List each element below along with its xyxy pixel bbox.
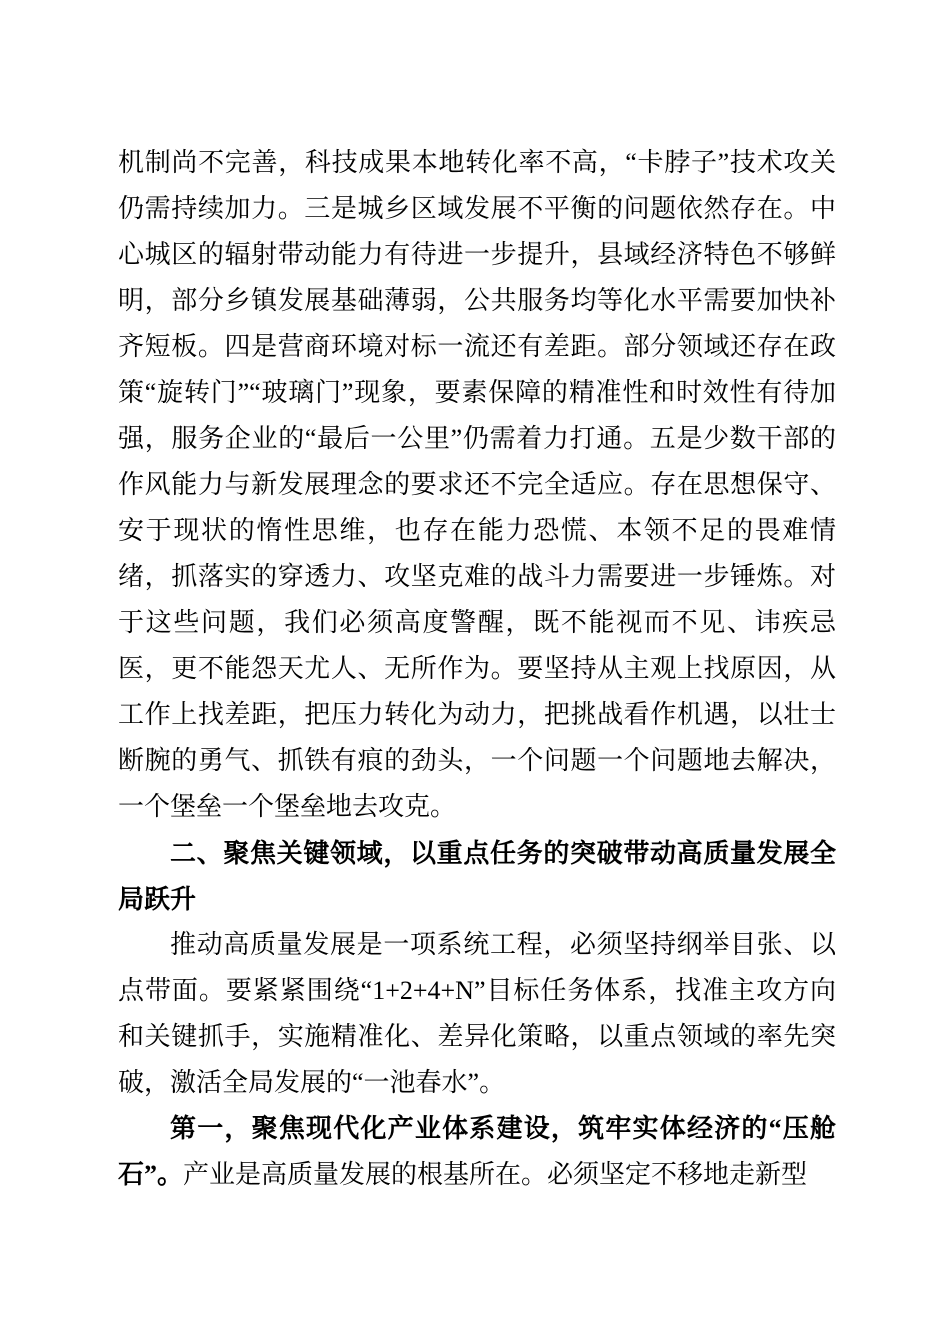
- body-paragraph-point-one: [118, 1106, 836, 1198]
- paragraph-bold-lead: 第一，聚焦现代化产业体系建设，筑牢实体经济的“压舱石”。: [118, 1114, 836, 1189]
- section-heading: 二、聚焦关键领域，以重点任务的突破带动高质量发展全局跃升: [118, 838, 836, 914]
- body-paragraph-continuation: 机制尚不完善，科技成果本地转化率不高，“卡脖子”技术攻关仍需持续加力。三是城乡区域发展不平衡的问题依然存在。中心城区的辐射带动能力有待进一步提升，县域经济特色不够鲜明，部分乡镇发展基础薄弱，公共服务均等化水平需要加快补齐短板。四是营商环境对标一流还有差距。部分领域还存在政策“旋转门”“玻璃门”现象，要素保障的精准性和时效性有待加强，服务企业的“最后一公里”仍需着力打通。五是少数干部的作风能力与新发展理念的要求还不完全适应。存在思想保守、安于现状的惰性思维，也存在能力恐慌、本领不足的畏难情绪，抓落实的穿透力、攻坚克难的战斗力需要进一步锤炼。对于这些问题，我们必须高度警醒，既不能视而不见、讳疾忌医，更不能怨天尤人、无所作为。要坚持从主观上找原因，从工作上找差距，把压力转化为动力，把挑战看作机遇，以壮士断腕的勇气、抓铁有痕的劲头，一个问题一个问题地去解决，一个堡垒一个堡垒地去攻克。: [118, 148, 836, 821]
- body-paragraph-intro: 推动高质量发展是一项系统工程，必须坚持纲举目张、以点带面。要紧紧围绕“1+2+4+N”目标任务体系，找准主攻方向和关键抓手，实施精准化、差异化策略，以重点领域的率先突破，激活全局发展的“一池春水”。: [118, 930, 836, 1097]
- paragraph-rest: 产业是高质量发展的根基所在。必须坚定不移地走新型: [183, 1160, 808, 1189]
